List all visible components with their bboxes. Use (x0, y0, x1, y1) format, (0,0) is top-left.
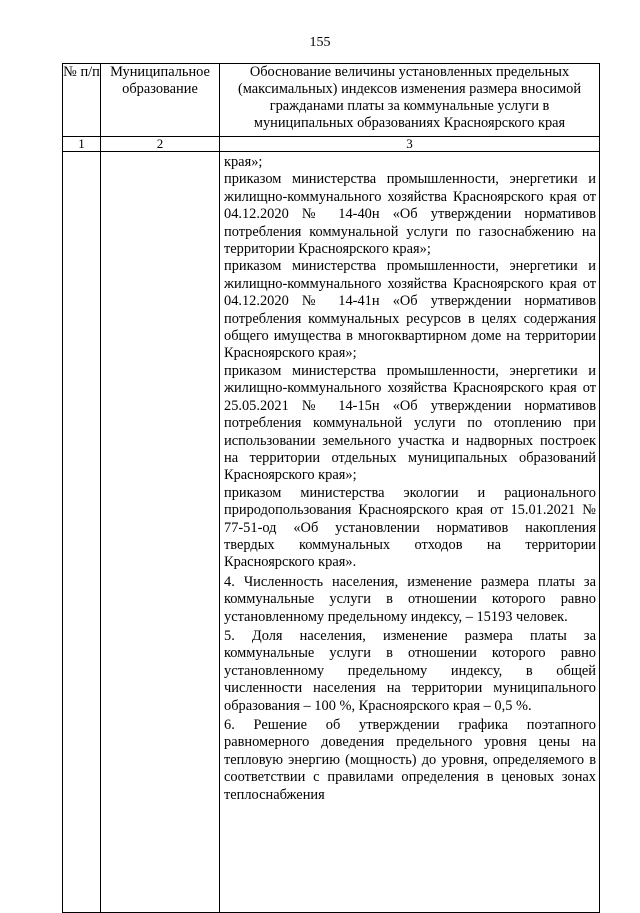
paragraph: приказом министерства промышленности, энергетики и жилищно-коммунального хозяйства Красноярского края от 25.05.2021 № 14-15н «Об утверждении нормативов потребления коммунальной услуги по отоплению при использовании земельного участка и надворных построек на территории отдельных муниципальных образований Красноярского края»; (224, 362, 596, 484)
page-number: 155 (309, 35, 331, 50)
table-row (63, 152, 600, 913)
paragraph: приказом министерства промышленности, энергетики и жилищно-коммунального хозяйства Красноярского края от 04.12.2020 № 14-40н «Об утверждении нормативов потребления коммунальной услуги по газоснабжению на территории Красноярского края»; (224, 171, 596, 258)
header-number: № п/п (63, 64, 101, 137)
municipality-cell (101, 152, 220, 913)
column-number-2: 2 (101, 137, 220, 152)
row-number-cell (63, 152, 101, 913)
column-number-1: 1 (63, 137, 101, 152)
column-number-3: 3 (220, 137, 600, 152)
paragraph: приказом министерства промышленности, энергетики и жилищно-коммунального хозяйства Красноярского края от 04.12.2020 № 14-41н «Об утверждении нормативов потребления коммунальных ресурсов в целях содержания общего имущества в многоквартирном доме на территории Красноярского края»; (224, 258, 596, 362)
table-header-row (63, 64, 600, 137)
paragraph: 5. Доля населения, изменение размера платы за коммунальные услуги в отношении которого равно установленному предельному индексу, в общей численности населения на территории муниципального образования – 100 %, Красноярского края – 0,5 %. (224, 627, 596, 714)
paragraph: приказом министерства экологии и рационального природопользования Красноярского края от 15.01.2021 № 77-51-од «Об установлении нормативов накопления твердых коммунальных отходов на территории Красноярского края». (224, 484, 596, 571)
justification-cell (220, 152, 600, 913)
justification-table (62, 63, 600, 913)
column-number-row (63, 137, 600, 152)
header-municipality: Муниципальное образование (101, 64, 220, 137)
paragraph: края»; (224, 154, 263, 170)
paragraph: 4. Численность населения, изменение размера платы за коммунальные услуги в отношении которого равно установленному предельному индексу, – 15193 человек. (224, 573, 596, 625)
paragraph: 6. Решение об утверждении графика поэтапного равномерного доведения предельного уровня цены на тепловую энергию (мощность) до уровня, определяемого в соответствии с правилами определения в ценовых зонах теплоснабжения (224, 717, 596, 803)
header-justification: Обоснование величины установленных предельных (максимальных) индексов изменения размера вносимой гражданами платы за коммунальные услуги в муниципальных образованиях Красноярского края (220, 64, 600, 137)
